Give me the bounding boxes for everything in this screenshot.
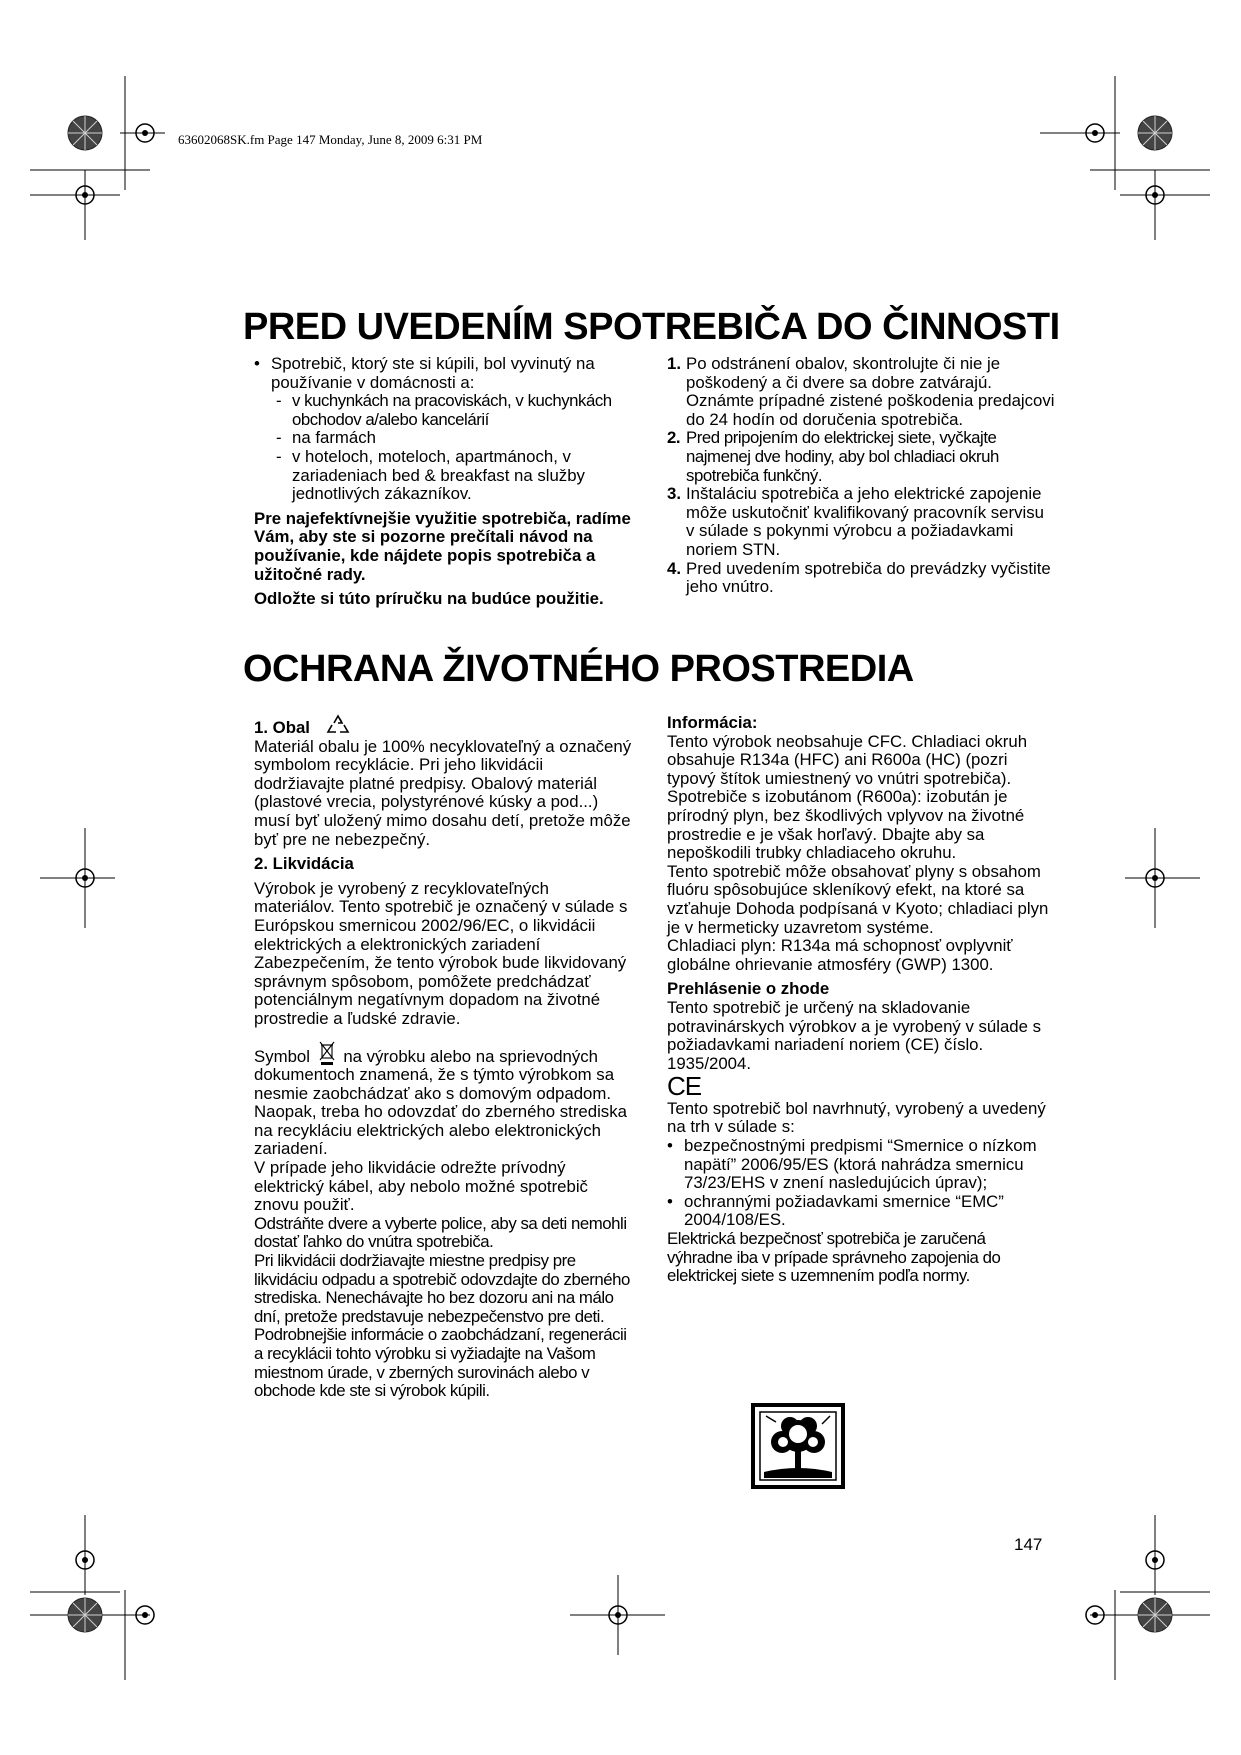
ce-bullet: • bezpečnostnými predpismi “Smernice o nízkom napätí” 2006/95/ES (ktorá nahrádza smernicu 73/23/EHS v znení nasledujúcich úprav); xyxy=(667,1137,1055,1193)
info-text: Tento spotrebič môže obsahovať plyny s obsahom fluóru spôsobujúce skleníkový efekt, na ktoré sa vzťahuje Dohoda podpísaná v Kyoto; chladiaci plyn je v hermeticky uzavretom systéme. xyxy=(667,861,1049,937)
bold-note: Pre najefektívnejšie využitie spotrebiča, radíme Vám, aby ste si pozorne prečítali návod na používanie, kde nájdete popis spotrebiča a užitočné rady. xyxy=(254,508,631,584)
safety-text: Elektrická bezpečnosť spotrebiča je zaručená výhradne iba v prípade správneho zapojenia do elektrickej siete s uzemnením podľa normy. xyxy=(667,1229,1001,1286)
ce-text: Tento spotrebič bol navrhnutý, vyrobený a uvedený na trh v súlade s: xyxy=(667,1098,1046,1137)
file-header: 63602068SK.fm Page 147 Monday, June 8, 2009 6:31 PM xyxy=(178,132,483,147)
declaration-text: Tento spotrebič je určený na skladovanie potravinárskych výrobkov a je vyrobený v súlade s požiadavkami nariadení noriem (CE) číslo. 1935/2004. xyxy=(667,997,1042,1073)
declaration-heading: Prehlásenie o zhode xyxy=(667,979,830,999)
usage-item: - v kuchynkách na pracoviskách, v kuchynkách obchodov a/alebo kancelárií xyxy=(254,392,634,429)
before-use-left-column xyxy=(254,355,634,609)
usage-item: - na farmách xyxy=(254,429,634,448)
recycle-icon xyxy=(325,714,351,736)
page-number: 147 xyxy=(1014,1535,1043,1554)
info-text: Chladiaci plyn: R134a má schopnosť ovplyvniť globálne ohrievanie atmosféry (GWP) 1300. xyxy=(667,936,1013,974)
cable-text: V prípade jeho likvidácie odrežte prívodný elektrický kábel, aby nebolo možné spotrebič znovu použiť. xyxy=(254,1158,588,1215)
numbered-step: 3. Inštaláciu spotrebiča a jeho elektrické zapojenie môže uskutočniť kvalifikovaný pracovník servisu v súlade s pokynmi výrobcu a požiadavkami noriem STN. xyxy=(667,484,1044,559)
section-title-environment: OCHRANA ŽIVOTNÉHO PROSTREDIA xyxy=(243,648,914,690)
packaging-heading: 1. Obal xyxy=(254,714,634,738)
numbered-step: 2. Pred pripojením do elektrickej siete, vyčkajte najmenej dve hodiny, aby bol chladiaci okruh spotrebiča funkčný. xyxy=(667,428,999,485)
crossed-bin-icon xyxy=(318,1040,336,1066)
before-use-right-column xyxy=(667,355,1055,597)
section-title-before-use: PRED UVEDENÍM SPOTREBIČA DO ČINNOSTI xyxy=(243,306,1060,348)
ce-mark: CE xyxy=(667,1071,702,1102)
usage-item: - v hoteloch, moteloch, apartmánoch, v zariadeniach bed & breakfast na služby jednotlivých zákazníkov. xyxy=(254,448,634,504)
intro-bullet: • Spotrebič, ktorý ste si kúpili, bol vyvinutý na používanie v domácnosti a: xyxy=(254,355,634,392)
ce-bullet: • ochrannými požiadavkami smernice “EMC” 2004/108/ES. xyxy=(667,1193,1055,1230)
numbered-step: 1. Po odstránení obalov, skontrolujte či nie je poškodený a či dvere sa dobre zatvárajú. Oznámte prípadné zistené poškodenia predajcovi do 24 hodín od doručenia spotrebiča. xyxy=(667,354,1055,429)
info-text: Tento výrobok neobsahuje CFC. Chladiaci okruh obsahuje R134a (HFC) ani R600a (HC) (pozri typový štítok umiestnený vo vnútri spotrebiča). xyxy=(667,731,1028,788)
environment-left-column xyxy=(254,714,634,1401)
bold-note: Odložte si túto príručku na budúce použitie. xyxy=(254,589,604,609)
packaging-text: Materiál obalu je 100% necyklovateľný a označený symbolom recyklácie. Pri jeho likvidácii dodržiavajte platné predpisy. Obalový materiál (plastové vrecia, polystyrénové kúsky a pod...) musí byť uložený mimo dosahu detí, pretože môže byť pre ne nebezpečný. xyxy=(254,736,632,849)
info-text: Spotrebiče s izobutánom (R600a): izobután je prírodný plyn, bez škodlivých vplyvov na životné prostredie e je však horľavý. Dbajte aby sa nepoškodili trubky chladiaceho okruhu. xyxy=(667,787,1025,863)
tree-icon xyxy=(750,1402,846,1490)
environment-right-column xyxy=(667,714,1055,1286)
weee-paragraph: Symbol na výrobku alebo na sprievodných dokumentoch znamená, že s týmto výrobkom sa nesmie zaobchádzať ako s domovým odpadom. Naopak, treba ho odovzdať do zberného strediska na recykláciu elektrických alebo elektronických zariadení. xyxy=(254,1040,634,1160)
doors-text: Odstráňte dvere a vyberte police, aby sa deti nemohli dostať ľahko do vnútra spotrebiča. xyxy=(254,1213,627,1252)
numbered-step: 4. Pred uvedením spotrebiča do prevádzky vyčistite jeho vnútro. xyxy=(667,558,1051,597)
rules-text: Pri likvidácii dodržiavajte miestne predpisy pre likvidáciu odpadu a spotrebič odovzdajte do zberného strediska. Nenechávajte ho bez dozoru ani na málo dní, pretože predstavuje nebezpečenstvo pre deti. Podrobnejšie informácie o zaobchádzaní, regenerácii a recyklácii tohto výrobku si vyžiadajte na Vašom miestnom úrade, v zberných surovinách alebo v obchode kde ste si výrobok kúpili. xyxy=(254,1251,630,1401)
disposal-heading: 2. Likvidácia xyxy=(254,854,354,874)
info-heading: Informácia: xyxy=(667,713,758,732)
disposal-text: Výrobok je vyrobený z recyklovateľných materiálov. Tento spotrebič je označený v súlade s Európskou smernicou 2002/96/EC, o likvidácii elektrických a elektronických zariadení Zabezpečením, že tento výrobok bude likvidovaný správnym spôsobom, pomôžete predchádzať potenciálnym negatívnym dopadom na životné prostredie a ľudské zdravie. xyxy=(254,878,628,1028)
